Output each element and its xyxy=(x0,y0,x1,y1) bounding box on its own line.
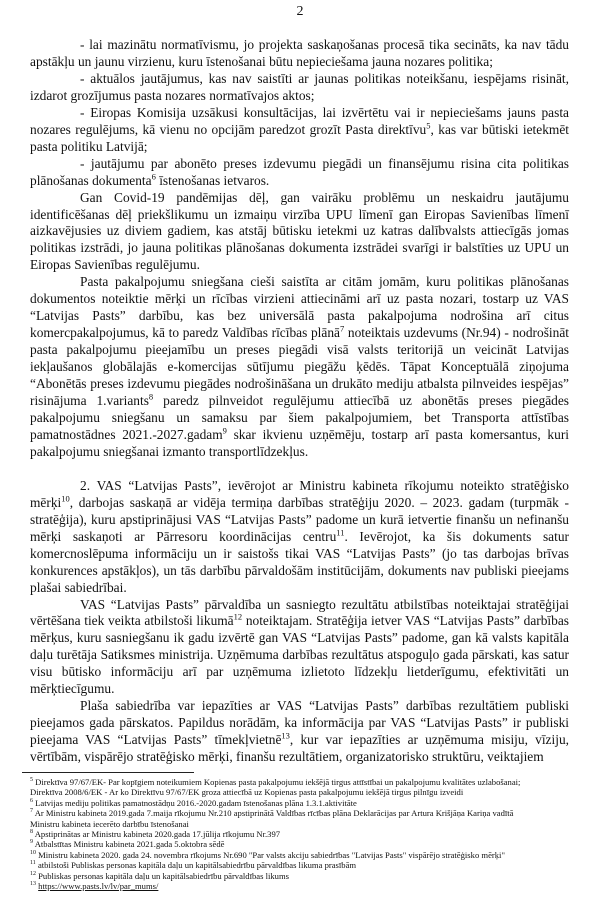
footnote-ref[interactable]: 11 xyxy=(336,527,345,538)
footnote-item: Direktīva 2008/6/EK - Ar ko Direktīvu 97/67/EK groza attiecībā uz Kopienas pasta pakalpojumu iekšējā tirgus pilnīgu izveidi xyxy=(30,787,464,798)
body-text xyxy=(30,37,569,766)
paragraph-bullet-normativism: - lai mazinātu normatīvismu, jo projekta saskaņošanas procesā tika secināts, ka nav tādu apstākļu un jaunu virzienu, kuru īstenošanai būtu nepieciešama jauna nozares politika; xyxy=(30,37,569,69)
footnote-ref[interactable]: 9 xyxy=(222,425,227,436)
footnote-ref[interactable]: 13 xyxy=(281,730,290,741)
footnote-ref[interactable]: 7 xyxy=(339,323,345,334)
footnote-ref[interactable]: 8 xyxy=(148,391,154,402)
footnote-item: $^9$ Atbalstītas Ministru kabineta 2021.gada 5.oktobra sēdē xyxy=(30,839,225,850)
footnote-item: $^{12}$ Publiskas personas kapitāla daļu un kapitālsabiedrību pārvaldības likums xyxy=(30,870,289,881)
footnote-item: Ministru kabineta iecerēto darbību īstenošanai xyxy=(30,818,189,829)
footnote-item: $^6$ Latvijas mediju politikas pamatnostādņu 2016.-2020.gadam īstenošanas plāna 1.3.1.aktivitāte xyxy=(30,797,357,808)
footnote-ref[interactable]: 6 xyxy=(151,171,156,182)
paragraph-bullet-current-issues: - aktuālos jautājumus, kas nav saistīti ar jaunas politikas noteikšanu, iespējams risināt, izdarot grozījumus pasta nozares normatīvajos aktos; xyxy=(30,70,569,103)
paragraph-section-2: 2. VAS “Latvijas Pasts”, ievērojot ar Ministru kabineta rīkojumu noteikto stratēģisko mērķi$^{10}$, darbojas saskaņā ar vidēja termiņa darbības stratēģiju 2020. – 2023. gadam (turpmāk - stratēģija), kuru apstiprinājusi VAS “Latvijas Pasts” padome un kurā ietvertie finanšu un nefinanšu mērķi saskaņoti ar Pārresoru koordinācijas centru$^{11}$. Ievērojot, ka šis dokuments satur komercnoslēpuma informāciju un ir saistošs tikai VAS “Latvijas Pasts” (jo tas darbojas brīvas konkurences apstākļos), un tās darbību pārvaldošām institūcijām, dokuments nav publiski pieejams plašai sabiedrībai. xyxy=(30,477,569,595)
footnote-item: $^{13}$ https://www.pasts.lv/lv/par_mums/ xyxy=(30,881,159,892)
page-number: 2 xyxy=(296,4,304,19)
paragraph-postal-services: Pasta pakalpojumu sniegšana cieši saistīta ar citām jomām, kuru politikas plānošanas dokumentos noteiktie mērķi un rīcības virzieni attiecināmi arī uz pasta nozari, tostarp uz VAS “Latvijas Pasts” darbību, kas bez universālā pasta pakalpojuma nodrošina arī citus komercpakalpojumus, kā to paredz Valdības rīcības plānā$^7$ noteiktais uzdevums (Nr.94) - nodrošināt pasta pakalpojumu pieejamību un preses piegādi visā valsts teritorijā un veicināt Latvijas iekļaušanos globālajās e-komercijas sūtījumu piegāžu ķēdēs. Tāpat Konceptuālā ziņojuma “Abonētās preses izdevumu piegādes nodrošināšana un drukāto mediju atbalsta pilnveides iespējas” risinājuma 1.variants$^8$ paredz pilnveidot regulējumu attiecībā uz abonētās preses piegādes pakalpojumu sniegšanu un samaksu par šiem pakalpojumiem, bet Transporta attīstības pamatnostādnes 2021.-2027.gadam$^9$ skar ikvienu uzņēmēju, tostarp arī pasta komersantus, kuri pakalpojumu sniegšanai izmanto transportlīdzekļus. xyxy=(30,274,570,459)
footnote-separator xyxy=(22,772,194,773)
paragraph-governance: VAS “Latvijas Pasts” pārvaldība un sasniegto rezultātu atbilstības noteiktajai stratēģijai vērtēšana tiek veikta atbilstoši likumā$^{12}$ noteiktajam. Stratēģija ietver VAS “Latvijas Pasts” darbības mērķus, kuru sasniegšanu ik gadu izvērtē gan VAS “Latvijas Pasts” padome, gan kā valsts kapitāla daļu turētāja Satiksmes ministrija. Uzņēmuma darbības rezultātus atspoguļo gada pārskati, kas satur visu būtisko informāciju arī par uzņēmuma izlietoto līdzekļu lietderīgumu, efektivitāti un mērķtiecīgumu. xyxy=(30,596,570,697)
footnote-item: $^{11}$ atbilstoši Publiskas personas kapitāla daļu un kapitālsabiedrību pārvaldības likuma prasībām xyxy=(30,860,357,871)
paragraph-covid: Gan Covid-19 pandēmijas dēļ, gan vairāku problēmu un neskaidru jautājumu identificēšanas dēļ priekšlikumu un izmaiņu virzība UPU līmenī gan Eiropas Savienības līmenī aizkavējusies uz diviem gadiem, kas atstāj būtisku ietekmi uz katras dalībvalsts attiecīgās jomas politikas izstrādi, jo jauna politikas plānošanas dokumenta izstrādei svarīgi ir balstīties uz UPU un Eiropas Savienības regulējumu. xyxy=(30,189,569,273)
footnote-ref[interactable]: 12 xyxy=(233,611,243,622)
paragraph-public-info: Plaša sabiedrība var iepazīties ar VAS “Latvijas Pasts” darbības rezultātiem publiski pieejamos gada pārskatos. Papildus norādām, ka informācija par VAS “Latvijas Pasts” ir publiski pieejama VAS “Latvijas Pasts” tīmekļvietnē$^{13}$, kur var iepazīties ar uzņēmuma misiju, vīziju, vērtībām, vispārējo stratēģisko mērķi, finanšu rezultātiem, organizatorisko struktūru, veiktajiem xyxy=(30,698,569,765)
footnote-item: $^{10}$ Ministru kabineta 2020. gada 24. novembra rīkojums Nr.690 "Par valsts akciju sabiedrības "Latvijas Pasts" vispārējo stratēģisko mērķi" xyxy=(30,849,505,860)
footnote-ref[interactable]: 10 xyxy=(61,493,70,504)
footnote-item: $^8$ Apstiprinātas ar Ministru kabineta 2020.gada 17.jūlija rīkojumu Nr.397 xyxy=(30,829,281,840)
website-link[interactable]: https://www.pasts.lv/lv/par_mums/ xyxy=(38,881,159,892)
paragraph-bullet-press-delivery: - jautājumu par abonēto preses izdevumu piegādi un finansējumu risina cita politikas plānošanas dokumenta$^6$ īstenošanas ietvaros. xyxy=(30,155,569,188)
footnotes xyxy=(30,777,590,891)
paragraph-bullet-european-commission: - Eiropas Komisija uzsākusi konsultācijas, lai izvērtētu vai ir nepieciešams jauns pasta nozares regulējums, kā vienu no opcijām paredzot grozīt Pasta direktīvu$^5$, kas var būtiski ietekmēt pasta politiku Latvijā; xyxy=(30,104,569,154)
footnote-item: $^5$ Direktīva 97/67/EK- Par kopīgiem noteikumiem Kopienas pasta pakalpojumu iekšējā tirgus attīstībai un pakalpojumu kvalitātes uzlabošanai; xyxy=(30,777,521,787)
footnote-ref[interactable]: 5 xyxy=(426,120,431,131)
footnote-item: $^7$ Ar Ministru kabineta 2019.gada 7.maija rīkojumu Nr.210 apstiprinātā Valdības rīcības plāna Deklarācijas par Artura Krišjāņa Kariņa vadītā xyxy=(30,808,514,819)
